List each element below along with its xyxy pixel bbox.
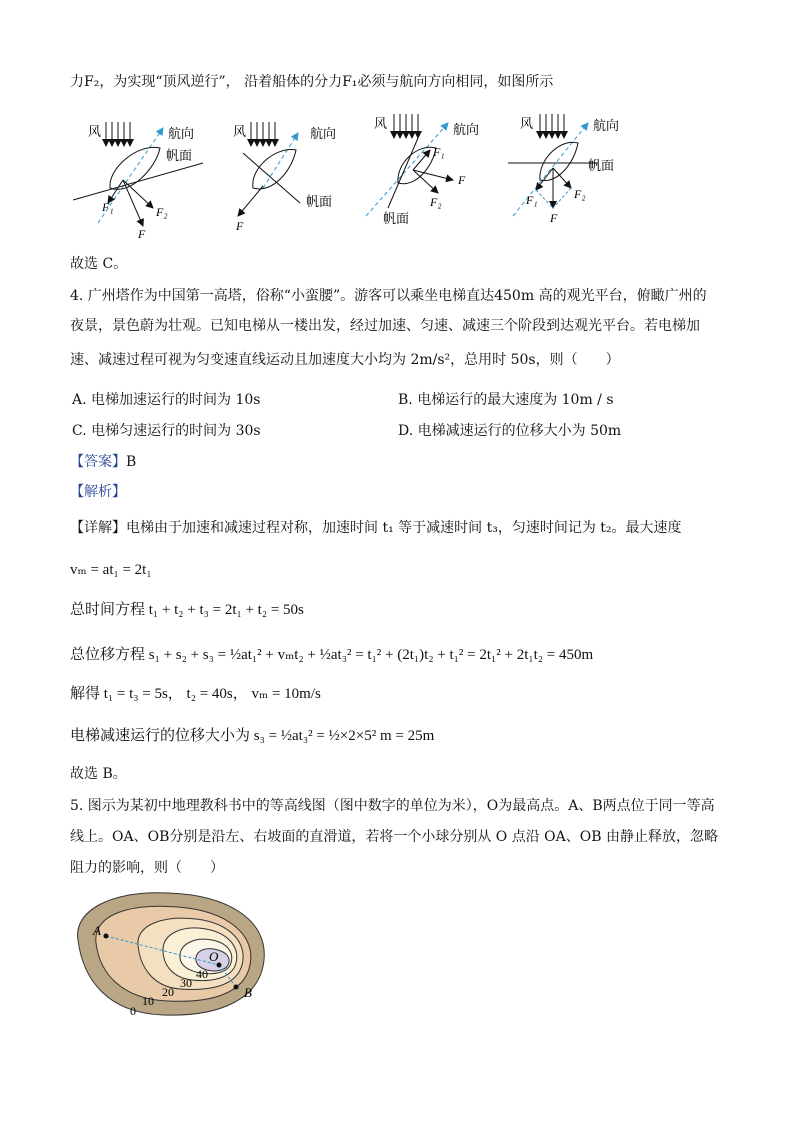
f-label-1: F [138,227,146,241]
q4-option-b: B. 电梯运行的最大速度为 10m / s [398,392,614,408]
q4-option-c: C. 电梯匀速运行的时间为 30s [72,423,261,439]
q4-eq-vm: vₘ = at₁ = 2t₁ [70,562,152,578]
f2-label-4: F₂ [574,187,586,201]
f2-label-3: F₂ [430,195,442,209]
wind-label-3: 风 [374,116,388,131]
f1-label-1: F₁ [102,200,114,214]
f-label-2: F [236,219,244,233]
point-b-marker [234,985,239,990]
q4-eq-time: 总时间方程 t₁ + t₂ + t₃ = 2t₁ + t₂ = 50s [70,602,304,618]
q4-stem-line-2: 夜景，景色蔚为壮观。已知电梯从一楼出发，经过加速、匀速、减速三个阶段到达观光平台。若电梯加 [70,318,700,334]
f-label-4: F [550,211,558,225]
q4-analysis-tag: 【解析】 [70,484,126,500]
intro-line: 力F₂，为实现“顶风逆行”， 沿着船体的分力F₁必须与航向方向相同，如图所示 [70,74,554,90]
q4-eq-solve: 解得 t₁ = t₃ = 5s， t₂ = 40s， vₘ = 10m/s [70,686,321,702]
wind-label-1: 风 [88,124,102,139]
q4-option-d: D. 电梯减速运行的位移大小为 50m [398,423,622,439]
contour-map [68,885,268,1025]
sail-label-1: 帆面 [166,148,193,163]
sail-diagram-4 [508,114,619,225]
contour-label-40: 40 [196,967,208,981]
heading-label-2: 航向 [310,126,337,141]
q5-stem-line-1: 5. 图示为某初中地理教科书中的等高线图（图中数字的单位为米），O为最高点。A、B两点位于同一等高 [70,798,715,814]
q5-stem-line-2: 线上。OA、OB分别是沿左、右坡面的直滑道，若将一个小球分别从 O 点沿 OA、OB 由静止释放，忽略 [70,829,718,845]
sail-label-3: 帆面 [383,211,410,226]
sail-label-2: 帆面 [306,194,333,209]
point-a-label: A [93,923,101,938]
contour-label-0: 0 [130,1004,136,1018]
q4-stem-line-1: 4. 广州塔作为中国第一高塔，俗称“小蛮腰”。游客可以乘坐电梯直达450m 高的观光平台，俯瞰广州的 [70,288,707,304]
q4-answer [70,452,136,472]
answer-tag: 【答案】 [70,454,126,470]
f2-label-1: F₂ [156,205,168,219]
answer-value: B [126,454,137,470]
sail-force-diagrams [68,108,628,243]
contour-label-20: 20 [162,985,174,999]
q4-eq-displacement: 总位移方程 s₁ + s₂ + s₃ = ½at₁² + vₘt₂ + ½at₃² = t₁² + (2t₁)t₂ + t₁² = 2t₁² + 2t₁t₂ = 450m [70,647,594,663]
heading-label-4: 航向 [593,118,620,133]
wind-label-4: 风 [520,116,534,131]
sail-diagram-1 [73,122,203,241]
wind-label-2: 风 [233,124,247,139]
heading-label-3: 航向 [453,122,480,137]
q4-eq-s3: 电梯减速运行的位移大小为 s₃ = ½at₃² = ½×2×5² m = 25m [70,728,435,744]
contour-label-30: 30 [180,976,192,990]
heading-label-1: 航向 [168,126,195,141]
sail-diagram-3 [366,114,479,226]
q4-conclusion: 故选 B。 [70,766,127,782]
q4-detail: 【详解】电梯由于加速和减速过程对称，加速时间 t₁ 等于减速时间 t₃，匀速时间记为 t₂。最大速度 [70,520,682,536]
f1-label-4: F₁ [526,193,538,207]
q3-conclusion: 故选 C。 [70,256,128,272]
sail-diagram-2 [233,122,336,233]
contour-label-10: 10 [142,994,154,1008]
sail-label-4: 帆面 [588,158,615,173]
f1-label-3: F₁ [433,145,445,159]
q4-stem-line-3: 速、减速过程可视为匀变速直线运动且加速度大小均为 2m/s²，总用时 50s，则（ ） [70,352,620,368]
point-b-label: B [244,985,252,1000]
point-a-marker [104,934,109,939]
q4-option-a: A. 电梯加速运行的时间为 10s [72,392,261,408]
q5-stem-line-3: 阻力的影响，则（ ） [70,860,224,876]
f-label-3: F [458,173,466,187]
point-o-label: O [209,949,219,964]
